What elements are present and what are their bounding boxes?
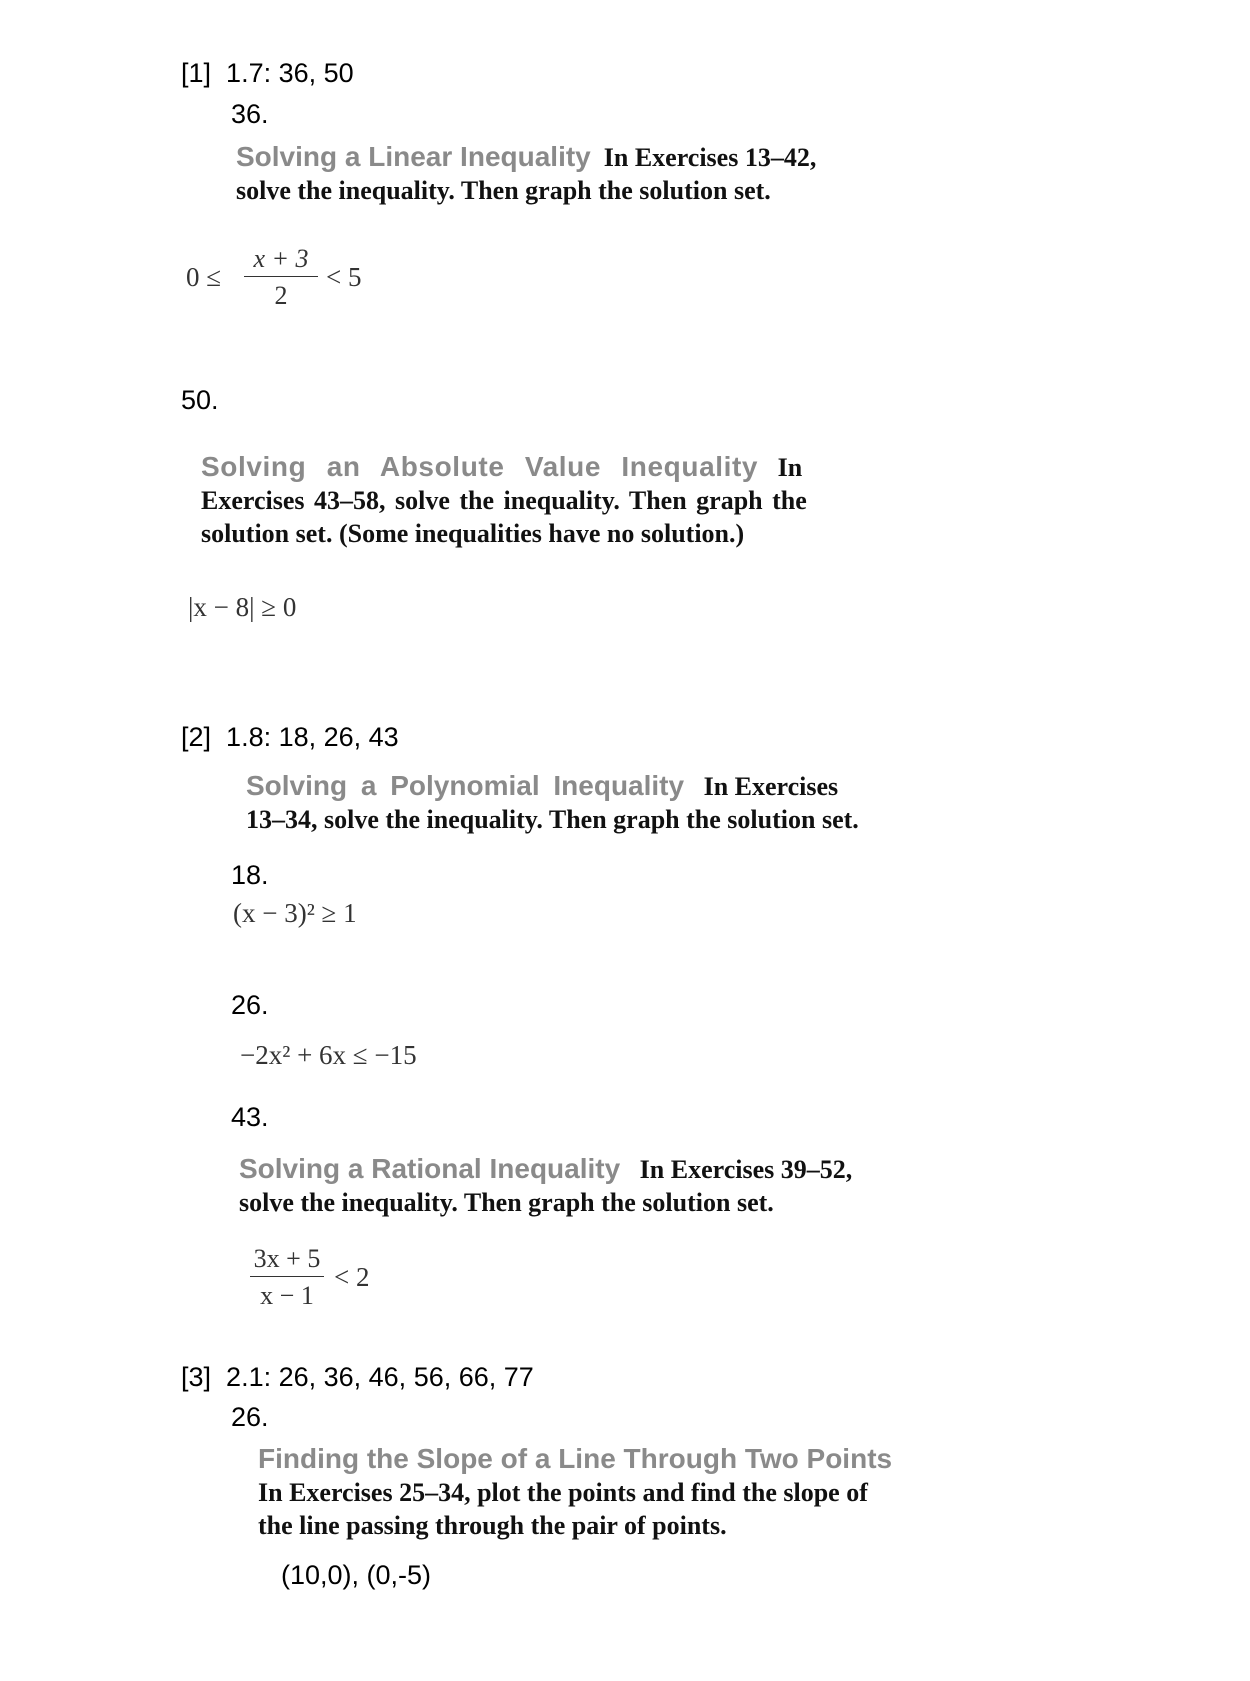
exercise-number: 26.	[231, 990, 269, 1020]
exercise-number: 43.	[231, 1102, 269, 1132]
problem-index: [3]	[181, 1362, 212, 1392]
instruction-line: In	[777, 453, 803, 482]
problem-index: [1]	[181, 58, 212, 88]
problem-assignment: 2.1: 26, 36, 46, 56, 66, 77	[226, 1362, 534, 1392]
instruction-line: In Exercises	[703, 772, 839, 801]
exercise-heading: Solving a Rational Inequality	[239, 1153, 621, 1184]
fraction-denominator: 2	[274, 281, 288, 310]
math-expression: |x − 8| ≥ 0	[188, 592, 297, 622]
exercise-instructions	[258, 1442, 892, 1542]
exercise-instructions	[236, 140, 816, 207]
problem-2-header	[181, 722, 399, 753]
fraction-numerator: 3x + 5	[253, 1244, 321, 1273]
instruction-line: the line passing through the pair of points.	[258, 1511, 727, 1540]
exercise-heading: Solving a Polynomial Inequality	[246, 770, 685, 801]
instruction-line: solve the inequality. Then graph the solution set.	[239, 1188, 774, 1217]
expression-right: < 5	[326, 262, 362, 292]
instruction-line: Exercises 43–58, solve the inequality. Then graph the	[201, 486, 807, 515]
problem-index: [2]	[181, 722, 212, 752]
fraction	[250, 1244, 324, 1311]
problem-assignment: 1.7: 36, 50	[226, 58, 354, 88]
exercise-instructions	[239, 1152, 852, 1219]
exercise-heading: Solving an Absolute Value Inequality	[201, 451, 759, 482]
instruction-line: solution set. (Some inequalities have no solution.)	[201, 519, 745, 548]
math-expression: −2x² + 6x ≤ −15	[240, 1040, 417, 1070]
instruction-line: 13–34, solve the inequality. Then graph the solution set.	[246, 805, 859, 834]
fraction-denominator: x − 1	[260, 1281, 314, 1310]
math-expression: (x − 3)² ≥ 1	[233, 898, 357, 928]
exercise-number: 26.	[231, 1402, 269, 1432]
expression-right: < 2	[334, 1262, 370, 1292]
fraction-numerator: x + 3	[253, 244, 309, 273]
point-pair: (10,0), (0,-5)	[281, 1560, 432, 1590]
fraction	[244, 244, 318, 311]
exercise-heading: Solving a Linear Inequality	[236, 141, 591, 172]
exercise-instructions	[246, 769, 859, 836]
exercise-heading: Finding the Slope of a Line Through Two Points	[258, 1443, 893, 1474]
instruction-line: In Exercises 25–34, plot the points and find the slope of	[258, 1478, 868, 1507]
problem-1-header	[181, 58, 354, 89]
instruction-line: In Exercises 39–52,	[639, 1155, 853, 1184]
problem-assignment: 1.8: 18, 26, 43	[226, 722, 399, 752]
exercise-number: 36.	[231, 99, 269, 129]
instruction-line: In Exercises 13–42,	[603, 143, 817, 172]
exercise-instructions	[201, 450, 807, 550]
expression-left: 0 ≤	[186, 262, 222, 292]
exercise-number: 18.	[231, 860, 269, 890]
exercise-number: 50.	[181, 385, 219, 415]
instruction-line: solve the inequality. Then graph the solution set.	[236, 176, 771, 205]
problem-3-header	[181, 1362, 534, 1393]
